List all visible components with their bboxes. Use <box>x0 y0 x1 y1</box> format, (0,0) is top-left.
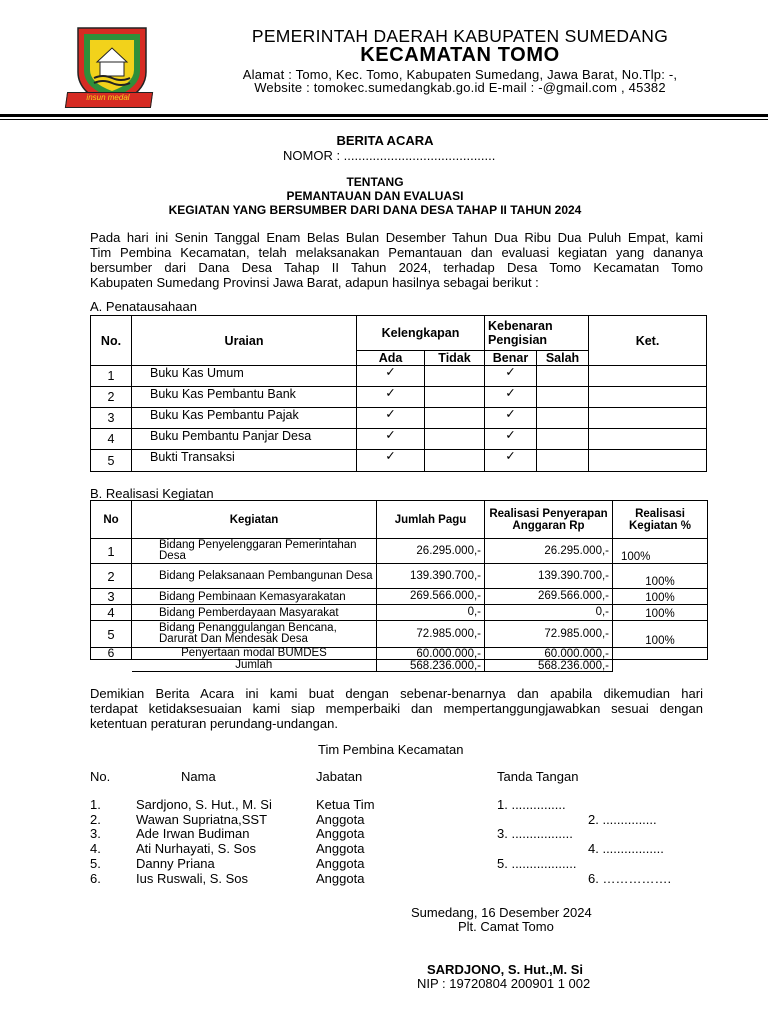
member-no: 2. <box>90 812 101 827</box>
intro-line-3: bersumber dari Dana Desa Tahap II Tahun 2024, terhadap Desa Tomo Kecamatan Tomo <box>90 260 703 275</box>
check-icon: ✓ <box>357 366 425 387</box>
col-header-kegiatan: Kegiatan <box>132 501 377 539</box>
total-label: Jumlah <box>132 660 377 672</box>
about-label: TENTANG <box>346 175 404 189</box>
check-icon: ✓ <box>485 408 537 429</box>
empty-cell <box>589 429 707 450</box>
row-pagu: 0,- <box>377 605 485 621</box>
row-pagu: 139.390.700,- <box>377 564 485 589</box>
table-row <box>91 387 707 408</box>
col-header-tidak: Tidak <box>425 351 485 366</box>
member-name: Sardjono, S. Hut., M. Si <box>136 797 272 812</box>
check-icon: ✓ <box>357 408 425 429</box>
member-no: 3. <box>90 826 101 841</box>
empty-cell <box>425 429 485 450</box>
closing-line-1: Demikian Berita Acara ini kami buat dengan sebenar-benarnya dan apabila dikemudian hari <box>90 686 703 701</box>
table-row <box>91 429 707 450</box>
empty-cell <box>425 366 485 387</box>
row-uraian: Buku Kas Umum <box>132 366 357 387</box>
administration-table <box>90 315 707 472</box>
member-signature: 2. ............... <box>588 812 657 827</box>
table-row <box>91 589 708 605</box>
col-header-benar: Benar <box>485 351 537 366</box>
col-header-kelengkapan: Kelengkapan <box>357 316 485 351</box>
row-realisasi: 0,- <box>485 605 613 621</box>
logo-motto-text: insun medal <box>86 93 130 102</box>
row-no: 2 <box>91 387 132 408</box>
row-realisasi: 139.390.700,- <box>485 564 613 589</box>
subject-line-2: KEGIATAN YANG BERSUMBER DARI DANA DESA TAHAP II TAHUN 2024 <box>168 203 582 217</box>
empty-cell <box>537 408 589 429</box>
check-icon: ✓ <box>485 429 537 450</box>
district-title: KECAMATAN TOMO <box>360 44 560 66</box>
row-no: 2 <box>91 564 132 589</box>
member-role: Anggota <box>316 856 365 871</box>
row-no: 5 <box>91 450 132 472</box>
document-title: BERITA ACARA <box>336 133 434 148</box>
table-row <box>91 450 707 472</box>
row-persen: 100% <box>613 605 708 621</box>
row-no: 3 <box>91 589 132 605</box>
member-role: Anggota <box>316 812 365 827</box>
check-icon: ✓ <box>485 450 537 472</box>
empty-cell <box>537 450 589 472</box>
col-header-no: No <box>91 501 132 539</box>
row-no: 1 <box>91 366 132 387</box>
member-role: Ketua Tim <box>316 797 375 812</box>
row-no: 4 <box>91 605 132 621</box>
member-signature: 6. ……………. <box>588 871 672 886</box>
row-pagu: 72.985.000,- <box>377 621 485 648</box>
table-row <box>91 539 708 564</box>
subject-line-1: PEMANTAUAN DAN EVALUASI <box>286 189 464 203</box>
row-kegiatan: Bidang Pemberdayaan Masyarakat <box>132 605 377 621</box>
col-header-no: No. <box>91 316 132 366</box>
member-no: 4. <box>90 841 101 856</box>
member-no: 1. <box>90 797 101 812</box>
address-line: Alamat : Tomo, Kec. Tomo, Kabupaten Sumedang, Jawa Barat, No.Tlp: -, <box>242 67 678 82</box>
row-pagu: 60.000.000,- <box>377 648 485 660</box>
col-header-ada: Ada <box>357 351 425 366</box>
website-line: Website : tomokec.sumedangkab.go.id E-mail : -@gmail.com , 45382 <box>254 80 666 95</box>
empty-cell <box>537 429 589 450</box>
empty-cell <box>589 450 707 472</box>
col-header-persen: Realisasi Kegiatan % <box>613 501 708 539</box>
closing-line-3: ketentuan peraturan perundang-undangan. <box>90 716 338 731</box>
empty-cell <box>537 387 589 408</box>
col-header-realisasi: Realisasi Penyerapan Anggaran Rp <box>485 501 613 539</box>
table-row <box>91 605 708 621</box>
row-realisasi: 72.985.000,- <box>485 621 613 648</box>
empty-cell <box>589 366 707 387</box>
member-signature: 5. .................. <box>497 856 577 871</box>
member-role: Anggota <box>316 826 365 841</box>
row-uraian: Buku Kas Pembantu Bank <box>132 387 357 408</box>
realization-table <box>90 500 708 672</box>
team-header-jabatan: Jabatan <box>316 769 363 784</box>
letterhead-rule-thick <box>0 114 768 117</box>
row-persen <box>613 648 708 660</box>
empty-cell <box>425 387 485 408</box>
row-no: 1 <box>91 539 132 564</box>
row-no: 4 <box>91 429 132 450</box>
member-name: Ati Nurhayati, S. Sos <box>136 841 256 856</box>
signature-place-date: Sumedang, 16 Desember 2024 <box>411 905 592 920</box>
member-signature: 4. ................. <box>588 841 664 856</box>
closing-line-2: terdapat ketidaksesuaian kami siap memperbaiki dan mempertanggungjawabkan sesuai dengan <box>90 701 703 716</box>
total-pagu: 568.236.000,- <box>377 660 485 672</box>
check-icon: ✓ <box>357 387 425 408</box>
member-no: 6. <box>90 871 101 886</box>
government-title: PEMERINTAH DAERAH KABUPATEN SUMEDANG <box>251 26 669 46</box>
letterhead-rule-thin <box>0 119 768 120</box>
check-icon: ✓ <box>357 429 425 450</box>
row-persen: 100% <box>613 621 708 648</box>
empty-cell <box>589 408 707 429</box>
signature-nip: NIP : 19720804 200901 1 002 <box>417 976 591 991</box>
table-row <box>91 648 708 660</box>
col-header-salah: Salah <box>537 351 589 366</box>
check-icon: ✓ <box>485 387 537 408</box>
signature-position: Plt. Camat Tomo <box>458 919 554 934</box>
table-row <box>91 366 707 387</box>
table-total-row <box>91 660 708 672</box>
member-signature: 3. ................. <box>497 826 573 841</box>
team-header-nama: Nama <box>181 769 216 784</box>
intro-line-2: Tim Pembina Kecamatan, telah melaksanakan Pemantauan dan evaluasi kegiatan yang dananya <box>90 245 703 260</box>
row-realisasi: 60.000.000,- <box>485 648 613 660</box>
row-uraian: Buku Kas Pembantu Pajak <box>132 408 357 429</box>
row-kegiatan: Bidang Penanggulangan Bencana, Darurat Dan Mendesak Desa <box>132 621 377 648</box>
empty-cell <box>425 408 485 429</box>
row-pagu: 269.566.000,- <box>377 589 485 605</box>
intro-line-4: Kabupaten Sumedang Provinsi Jawa Barat, adapun hasilnya sebagai berikut : <box>90 275 539 290</box>
check-icon: ✓ <box>485 366 537 387</box>
row-persen: 100% <box>613 564 708 589</box>
row-persen: 100% <box>613 539 708 564</box>
row-uraian: Buku Pembantu Panjar Desa <box>132 429 357 450</box>
team-header-no: No. <box>90 769 111 784</box>
empty-cell <box>425 450 485 472</box>
col-header-kebenaran: Kebenaran Pengisian <box>485 316 589 351</box>
document-number: NOMOR : .......................................... <box>283 148 496 163</box>
section-a-heading: A. Penatausahaan <box>90 299 197 314</box>
member-no: 5. <box>90 856 101 871</box>
table-row <box>91 621 708 648</box>
signature-name: SARDJONO, S. Hut.,M. Si <box>427 962 584 977</box>
member-name: Danny Priana <box>136 856 215 871</box>
team-header-ttd: Tanda Tangan <box>497 769 579 784</box>
section-b-heading: B. Realisasi Kegiatan <box>90 486 214 501</box>
team-title: Tim Pembina Kecamatan <box>318 742 464 757</box>
col-header-uraian: Uraian <box>132 316 357 366</box>
row-kegiatan: Bidang Penyelenggaran Pemerintahan Desa <box>132 539 377 564</box>
row-kegiatan: Bidang Pembinaan Kemasyarakatan <box>132 589 377 605</box>
col-header-ket: Ket. <box>589 316 707 366</box>
row-persen: 100% <box>613 589 708 605</box>
row-kegiatan: Penyertaan modal BUMDES <box>132 648 377 660</box>
row-kegiatan: Bidang Pelaksanaan Pembangunan Desa <box>132 564 377 589</box>
empty-cell <box>589 387 707 408</box>
row-realisasi: 26.295.000,- <box>485 539 613 564</box>
member-name: Wawan Supriatna,SST <box>136 812 268 827</box>
table-row <box>91 408 707 429</box>
row-no: 3 <box>91 408 132 429</box>
row-no: 5 <box>91 621 132 648</box>
member-role: Anggota <box>316 871 365 886</box>
table-row <box>91 564 708 589</box>
member-name: Ius Ruswali, S. Sos <box>136 871 248 886</box>
member-role: Anggota <box>316 841 365 856</box>
member-signature: 1. ............... <box>497 797 566 812</box>
total-realisasi: 568.236.000,- <box>485 660 613 672</box>
row-pagu: 26.295.000,- <box>377 539 485 564</box>
empty-cell <box>537 366 589 387</box>
row-no: 6 <box>91 648 132 660</box>
check-icon: ✓ <box>357 450 425 472</box>
intro-line-1: Pada hari ini Senin Tanggal Enam Belas Bulan Desember Tahun Dua Ribu Dua Puluh Empat, kami <box>90 230 703 245</box>
col-header-pagu: Jumlah Pagu <box>377 501 485 539</box>
row-uraian: Bukti Transaksi <box>132 450 357 472</box>
member-name: Ade Irwan Budiman <box>136 826 250 841</box>
row-realisasi: 269.566.000,- <box>485 589 613 605</box>
